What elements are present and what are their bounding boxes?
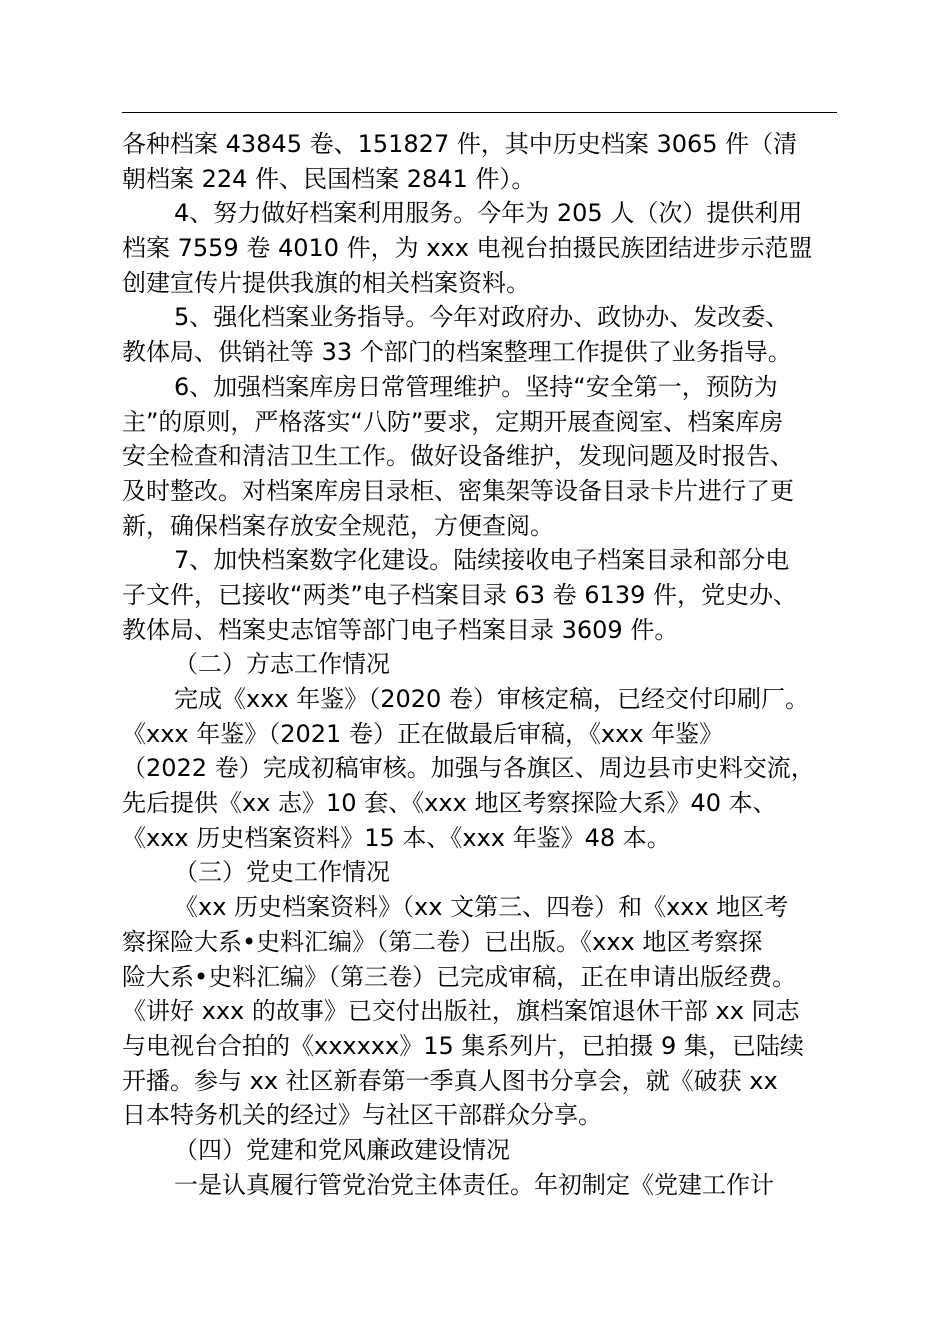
text-line: 日本特务机关的经过》与社区干部群众分享。 <box>122 1101 602 1130</box>
section-heading: （二）方志工作情况 <box>174 650 390 679</box>
text-line: 安全检查和清洁卫生工作。做好设备维护，发现问题及时报告、 <box>122 442 794 471</box>
text-line: 《讲好 xxx 的故事》已交付出版社，旗档案馆退休干部 xx 同志 <box>122 997 800 1026</box>
text-line: 完成《xxx 年鉴》（2020 卷）审核定稿，已经交付印刷厂。 <box>174 685 809 713</box>
item-heading: 4、努力做好档案利用服务。今年为 205 人（次）提供利用 <box>174 199 803 228</box>
text-line: 《xx 历史档案资料》（xx 文第三、四卷）和《xxx 地区考 <box>174 893 789 922</box>
item-heading: 6、加强档案库房日常管理维护。坚持“安全第一，预防为 <box>174 372 778 401</box>
text-line: 险大系•史料汇编》（第三卷）已完成审稿，正在申请出版经费。 <box>122 962 797 991</box>
text-line: 主”的原则，严格落实“八防”要求，定期开展查阅室、档案库房 <box>122 407 784 436</box>
text-line: 教体局、档案史志馆等部门电子档案目录 3609 件。 <box>122 615 679 644</box>
text-line: （2022 卷）完成初稿审核。加强与各旗区、周边县市史料交流， <box>122 754 815 783</box>
item-heading: 5、强化档案业务指导。今年对政府办、政协办、发改委、 <box>174 303 790 332</box>
text-line: 各种档案 43845 卷、151827 件，其中历史档案 3065 件（清 <box>122 130 798 158</box>
text-line: 朝档案 224 件、民国档案 2841 件）。 <box>122 164 536 193</box>
text-line: 一是认真履行管党治党主体责任。年初制定《党建工作计 <box>174 1170 774 1199</box>
text-line: 子文件，已接收“两类”电子档案目录 63 卷 6139 件，党史办、 <box>122 580 797 609</box>
text-line: 与电视台合拍的《xxxxxx》15 集系列片，已拍摄 9 集，已陆续 <box>122 1031 804 1060</box>
text-line: 察探险大系•史料汇编》（第二卷）已出版。《xxx 地区考察探 <box>122 927 763 956</box>
text-line: 及时整改。对档案库房目录柜、密集架等设备目录卡片进行了更 <box>122 476 794 505</box>
text-line: 《xxx 历史档案资料》15 本、《xxx 年鉴》48 本。 <box>122 823 671 852</box>
text-line: 教体局、供销社等 33 个部门的档案整理工作提供了业务指导。 <box>122 338 792 367</box>
section-heading: （四）党建和党风廉政建设情况 <box>174 1135 510 1164</box>
text-line: 创建宣传片提供我旗的相关档案资料。 <box>122 268 530 297</box>
text-line: 开播。参与 xx 社区新春第一季真人图书分享会，就《破获 xx <box>122 1066 778 1095</box>
text-line: 新，确保档案存放安全规范，方便查阅。 <box>122 511 554 540</box>
text-line: 《xxx 年鉴》（2021 卷）正在做最后审稿，《xxx 年鉴》 <box>122 719 724 748</box>
item-heading: 7、加快档案数字化建设。陆续接收电子档案目录和部分电 <box>174 546 790 575</box>
header-rule <box>122 112 837 113</box>
text-line: 档案 7559 卷 4010 件，为 xxx 电视台拍摄民族团结进步示范盟 <box>122 234 813 263</box>
section-heading: （三）党史工作情况 <box>174 858 390 887</box>
text-line: 先后提供《xx 志》10 套、《xxx 地区考察探险大系》40 本、 <box>122 789 777 818</box>
document-body <box>122 127 842 1202</box>
